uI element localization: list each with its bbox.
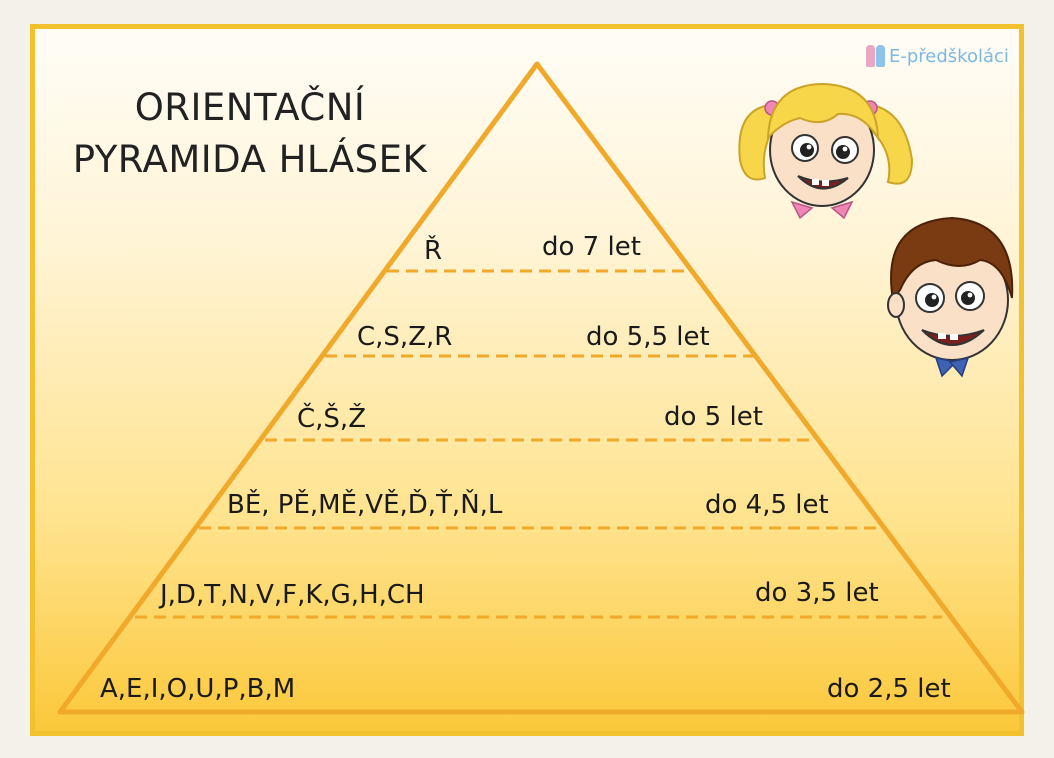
logo-text: E-předškoláci bbox=[889, 45, 1009, 67]
level-1-sounds: Ř bbox=[424, 236, 443, 266]
level-5-sounds: J,D,T,N,V,F,K,G,H,CH bbox=[160, 580, 425, 610]
pyramid-outline bbox=[60, 64, 1022, 712]
level-6-sounds: A,E,I,O,U,P,B,M bbox=[100, 674, 296, 704]
level-2-sounds: C,S,Z,R bbox=[357, 322, 453, 352]
boy-cartoon-icon bbox=[888, 218, 1012, 376]
level-4-sounds: BĚ, PĚ,MĚ,VĚ,Ď,Ť,Ň,L bbox=[227, 490, 503, 520]
level-2-age: do 5,5 let bbox=[586, 322, 710, 352]
title-line-1: ORIENTAČNÍ bbox=[134, 86, 366, 129]
level-6-age: do 2,5 let bbox=[827, 674, 951, 704]
level-4-age: do 4,5 let bbox=[705, 490, 829, 520]
level-5-age: do 3,5 let bbox=[755, 578, 879, 608]
level-3-sounds: Č,Š,Ž bbox=[297, 404, 366, 434]
level-3-age: do 5 let bbox=[664, 402, 763, 432]
level-1-age: do 7 let bbox=[542, 232, 641, 262]
title-line-2: PYRAMIDA HLÁSEK bbox=[72, 138, 428, 181]
girl-cartoon-icon bbox=[739, 84, 912, 218]
